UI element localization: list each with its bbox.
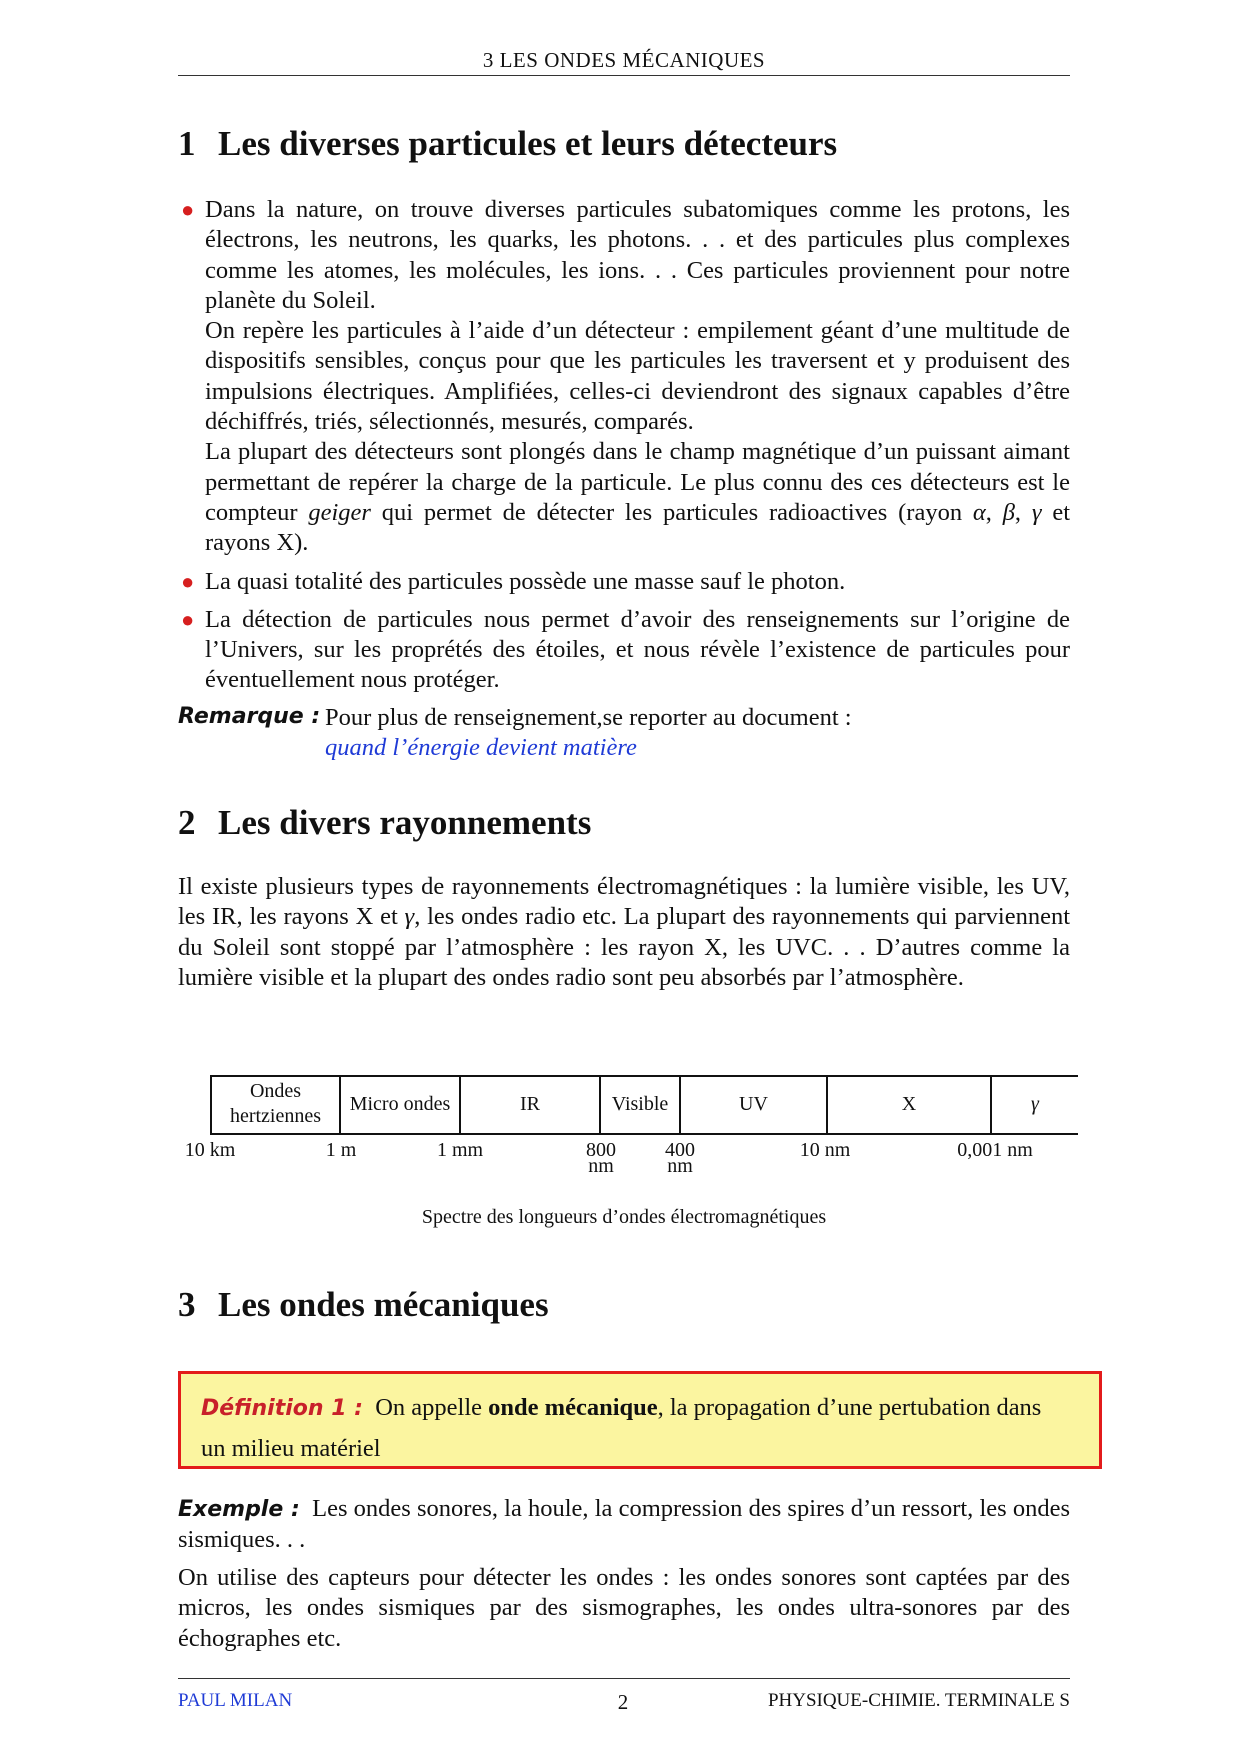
definition-term: onde mécanique bbox=[488, 1394, 658, 1421]
page-number: 2 bbox=[617, 1690, 629, 1714]
text-run: qui permet de détecter les particules radioactives (rayon bbox=[370, 498, 973, 526]
section-number: 3 bbox=[178, 1285, 196, 1324]
definition-label: Définition 1 : bbox=[201, 1396, 363, 1421]
text-run: et rayons X). bbox=[205, 498, 1071, 557]
spectrum-tick-label: 1 m bbox=[325, 1139, 357, 1161]
spectrum-tick-label: 10 km bbox=[184, 1139, 236, 1161]
particles-bullet-list bbox=[178, 195, 1070, 704]
spectrum-tick-label: 400 nm bbox=[665, 1139, 695, 1177]
bullet-icon: ● bbox=[181, 197, 195, 222]
spectrum-cell-gamma: γ bbox=[1031, 1092, 1039, 1115]
text-run: , la propagation d’une pertubation dans un milieu matériel bbox=[201, 1394, 1042, 1462]
bullet-text: La détection de particules nous permet d’avoir des renseignements sur l’origine de l’Univers, sur les proprétés des étoiles, et nous révèle l’existence de particules pour éventuellement nous protéger. bbox=[205, 605, 1070, 694]
spectrum-cell-micro: Micro ondes bbox=[341, 1075, 461, 1133]
list-item bbox=[178, 605, 1070, 696]
bullet-icon: ● bbox=[181, 606, 195, 632]
section-number: 2 bbox=[178, 803, 196, 842]
example-label: Exemple : bbox=[178, 1497, 300, 1522]
bullet-icon: ● bbox=[181, 568, 195, 594]
section-title: Les diverses particules et leurs détecteurs bbox=[218, 124, 838, 163]
text-run: , les ondes radio etc. La plupart des rayonnements qui parviennent du Soleil sont stoppé par l’atmosphère : les rayon X, les UVC. . . D’autres comme la lumière visible et la plupart des ondes radio sont peu absorbés par l’atmosphère. bbox=[178, 903, 1070, 991]
spectrum-cell-ir: IR bbox=[461, 1075, 601, 1133]
remark-text: Pour plus de renseignement,se reporter au document : bbox=[325, 704, 852, 731]
section-1-heading bbox=[178, 124, 837, 164]
spectrum-bottom-border bbox=[210, 1133, 1078, 1135]
section-title: Les ondes mécaniques bbox=[218, 1285, 549, 1324]
beta-symbol: β bbox=[1002, 498, 1015, 526]
section-2-heading bbox=[178, 803, 591, 843]
footer-course: PHYSIQUE-CHIMIE. TERMINALE S bbox=[767, 1690, 1070, 1711]
running-header: 3 LES ONDES MÉCANIQUES bbox=[482, 48, 766, 72]
example-paragraph bbox=[178, 1494, 1070, 1556]
list-item bbox=[178, 567, 1070, 597]
text-run: On appelle bbox=[375, 1394, 489, 1421]
remark-label: Remarque : bbox=[178, 704, 321, 729]
rayonnements-paragraph bbox=[178, 872, 1070, 993]
footer-author: PAUL MILAN bbox=[178, 1690, 293, 1711]
spectrum-cell-visible: Visible bbox=[601, 1075, 681, 1133]
spectrum-tick-label: 1 mm bbox=[436, 1139, 484, 1161]
bullet-text: La quasi totalité des particules possède une masse sauf le photon. bbox=[205, 567, 846, 595]
capteurs-paragraph: On utilise des capteurs pour détecter les ondes : les ondes sonores sont captées par des micros, les ondes sismiques par des sismographes, les ondes ultra-sonores par des échographes etc. bbox=[178, 1564, 1070, 1652]
section-number: 1 bbox=[178, 124, 196, 163]
bullet-paragraph: Dans la nature, on trouve diverses particules subatomiques comme les protons, les électrons, les neutrons, les quarks, les photons. . . et des particules plus complexes comme les atomes, les molécules, les ions. . . Ces particules proviennent pour notre planète du Soleil. bbox=[205, 196, 1070, 314]
gamma-symbol: γ bbox=[404, 903, 415, 931]
text-run: Il existe plusieurs types de rayonnements électromagnétiques : la lumière visible, les UV, les IR, les rayons X et bbox=[178, 873, 1070, 931]
alpha-symbol: α bbox=[972, 498, 986, 526]
spectrum-tick-label: 10 nm bbox=[799, 1139, 851, 1161]
gamma-symbol: γ bbox=[1031, 498, 1042, 526]
spectrum-cell-uv: UV bbox=[681, 1075, 828, 1133]
section-3-heading bbox=[178, 1285, 549, 1325]
header-rule bbox=[178, 75, 1070, 76]
section-title: Les divers rayonnements bbox=[218, 803, 592, 842]
remark-link[interactable]: quand l’énergie devient matière bbox=[325, 734, 637, 761]
spectrum-tick-label: 0,001 nm bbox=[957, 1139, 1033, 1161]
definition-box bbox=[178, 1371, 1102, 1469]
example-text: Les ondes sonores, la houle, la compression des spires d’un ressort, les ondes sismiques. . . bbox=[178, 1495, 1070, 1554]
spectrum-caption: Spectre des longueurs d’ondes électromagnétiques bbox=[421, 1206, 827, 1228]
spectrum-cell-radio: Ondes hertziennes bbox=[212, 1075, 341, 1133]
definition-text bbox=[201, 1388, 1071, 1469]
spectrum-tick-label: 800 nm bbox=[586, 1139, 616, 1177]
spectrum-cell-x: X bbox=[828, 1075, 992, 1133]
bullet-paragraph: La plupart des détecteurs sont plongés dans le champ magnétique d’un puissant aimant permettant de repérer la charge de la particule. Le plus connu des ces détecteurs est le compteur geiger qui permet de détecter les particules radioactives (rayon α, β, γ et rayons X). bbox=[205, 438, 1071, 557]
footer-rule bbox=[178, 1678, 1070, 1679]
geiger-term: geiger bbox=[308, 498, 371, 526]
text-run: La plupart des détecteurs sont plongés dans le champ magnétique d’un puissant aimant permettant de repérer la charge de la particule. Le plus connu des ces détecteurs est le compteur bbox=[205, 438, 1070, 526]
list-item bbox=[178, 195, 1070, 559]
bullet-paragraph: On repère les particules à l’aide d’un détecteur : empilement géant d’une multitude de dispositifs sensibles, conçus pour que les particules les traversent et y produisent des impulsions électriques. Amplifiées, celles-ci deviendront des signaux capables d’être déchiffrés, triés, sélectionnés, mesurés, comparés. bbox=[205, 317, 1070, 436]
